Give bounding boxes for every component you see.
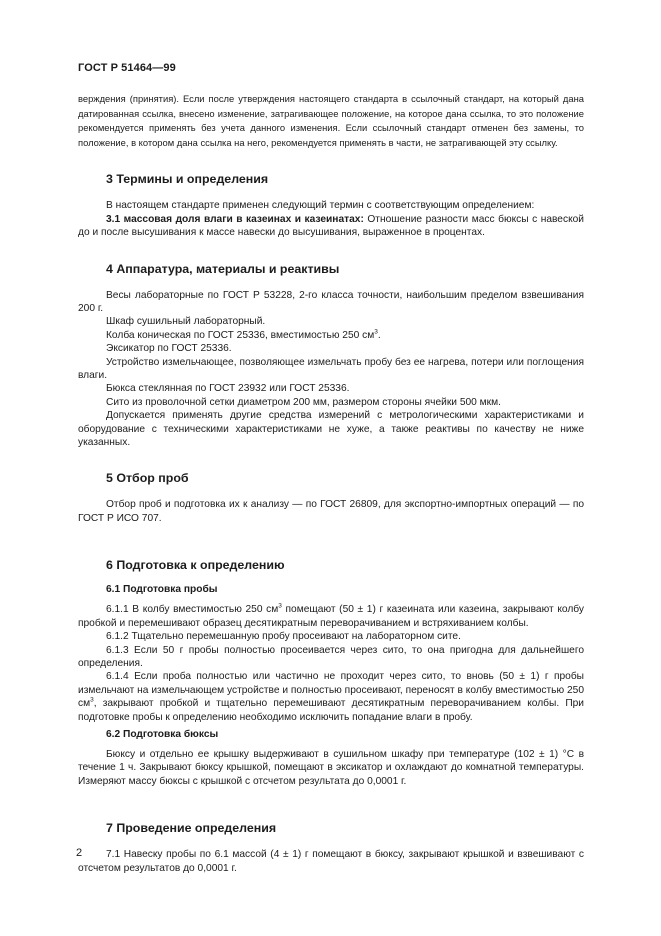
flask-superscript: 3 (374, 328, 378, 336)
flask-text: Колба коническая по ГОСТ 25336, вместимостью 250 см (106, 329, 375, 341)
clause-6-1-4-text-a: 6.1.4 Если проба полностью или частично не проходит через сито, то вновь (50 ± 1) г пробы измельчают на измельчающем устройстве и полностью просеивают, переносят в колбу вместимостью 250 см (78, 671, 584, 710)
flask-end: . (377, 329, 381, 341)
term-name: 3.1 массовая доля влаги в казеинах и казеинатах: (106, 213, 364, 225)
section-terms (78, 171, 584, 239)
subsection-6-1-heading: 6.1 Подготовка пробы (106, 584, 218, 596)
apparatus-item: Весы лабораторные по ГОСТ Р 53228, 2-го класса точности, наибольшим пределом взвешивания 200 г. (78, 289, 584, 314)
clause-7-1: 7.1 Навеску пробы по 6.1 массой (4 ± 1) г помещают в бюксу, закрывают крышкой и взвешивают с отсчетом результатов до 0,0001 г. (78, 849, 584, 874)
section-4-heading: 4 Аппаратура, материалы и реактивы (106, 261, 340, 276)
clause-6-1-4 (78, 670, 584, 724)
clause-6-1-1 (78, 603, 584, 630)
clause-6-1-1-superscript: 3 (278, 602, 282, 610)
term-definition: Отношение разности масс бюксы с навеской до и после высушивания к массе навески до высушивания, выраженное в процентах. (78, 213, 584, 239)
document-header: ГОСТ Р 51464—99 (78, 62, 176, 74)
page-number: 2 (76, 847, 83, 859)
apparatus-item: Допускается применять другие средства измерений с метрологическими характеристиками и оборудование с техническими характеристиками не хуже, а также реактивы по качеству не ниже указанных. (78, 410, 584, 449)
clause-6-2: Бюксу и отдельно ее крышку выдерживают в сушильном шкафу при температуре (102 ± 1) °С в течение 1 ч. Закрывают бюксу крышкой, помещают в эксикатор и охлаждают до комнатной температуры. Измеряют массу бюксы с крышкой с отсчетом результата до 0,0001 г. (78, 748, 584, 787)
page-content (78, 92, 584, 875)
clause-6-1-1-text-b: помещают (50 ± 1) г казеината или казеина, закрывают колбу пробкой и перемешивают образец десятикратным переворачиванием и встряхиванием колбы. (78, 604, 584, 629)
apparatus-item: Эксикатор по ГОСТ 25336. (106, 343, 232, 355)
apparatus-item: Сито из проволочной сетки диаметром 200 мм, размером стороны ячейки 500 мкм. (106, 396, 501, 408)
section-5-paragraph: Отбор проб и подготовка их к анализу — по ГОСТ 26809, для экспортно-импортных операций — по ГОСТ Р ИСО 707. (78, 499, 584, 524)
apparatus-item: Шкаф сушильный лабораторный. (106, 316, 266, 328)
section-apparatus (78, 261, 584, 450)
section-sampling (78, 470, 584, 525)
intro-paragraph: верждения (принятия). Если после утверждения настоящего стандарта в ссылочный стандарт, на который дана датированная ссылка, внесено изменение, затрагивающее положение, на которое дана ссылка, то это положение рекомендуется применять без учета данного изменения. Если ссылочный стандарт отменен без замены, то положение, в котором дана ссылка на него, рекомендуется применять в части, не затрагивающей эту ссылку. (78, 93, 584, 148)
intro-block (78, 92, 584, 150)
section-3-definition (78, 213, 584, 240)
section-7-heading: 7 Проведение определения (106, 821, 277, 836)
section-preparation (78, 557, 584, 788)
section-procedure (78, 820, 584, 875)
clause-6-1-4-text-b: , закрывают пробкой и тщательно перемешивают десятикратным переворачиванием колбы. При подготовке пробы к определению необходимо исключить попадание влаги в пробу. (78, 698, 584, 723)
section-3-heading: 3 Термины и определения (106, 172, 269, 187)
subsection-6-2-heading: 6.2 Подготовка бюксы (106, 728, 219, 740)
section-6-heading: 6 Подготовка к определению (106, 558, 285, 573)
apparatus-item: Бюкса стеклянная по ГОСТ 23932 или ГОСТ 25336. (106, 383, 350, 395)
clause-6-1-4-superscript: 3 (90, 696, 94, 704)
section-5-heading: 5 Отбор проб (106, 471, 189, 486)
section-3-paragraph-1: В настоящем стандарте применен следующий термин с соответствующим определением: (106, 200, 535, 212)
apparatus-item: Устройство измельчающее, позволяющее измельчать пробу без ее нагрева, потери или поглощения влаги. (78, 356, 584, 382)
apparatus-item-flask (78, 329, 584, 342)
clause-6-1-3: 6.1.3 Если 50 г пробы полностью просеивается через сито, то она пригодна для дальнейшего определения. (78, 644, 584, 669)
clause-6-1-1-text-a: 6.1.1 В колбу вместимостью 250 см (106, 604, 279, 616)
clause-6-1-2: 6.1.2 Тщательно перемешанную пробу просеивают на лабораторном сите. (106, 631, 461, 643)
